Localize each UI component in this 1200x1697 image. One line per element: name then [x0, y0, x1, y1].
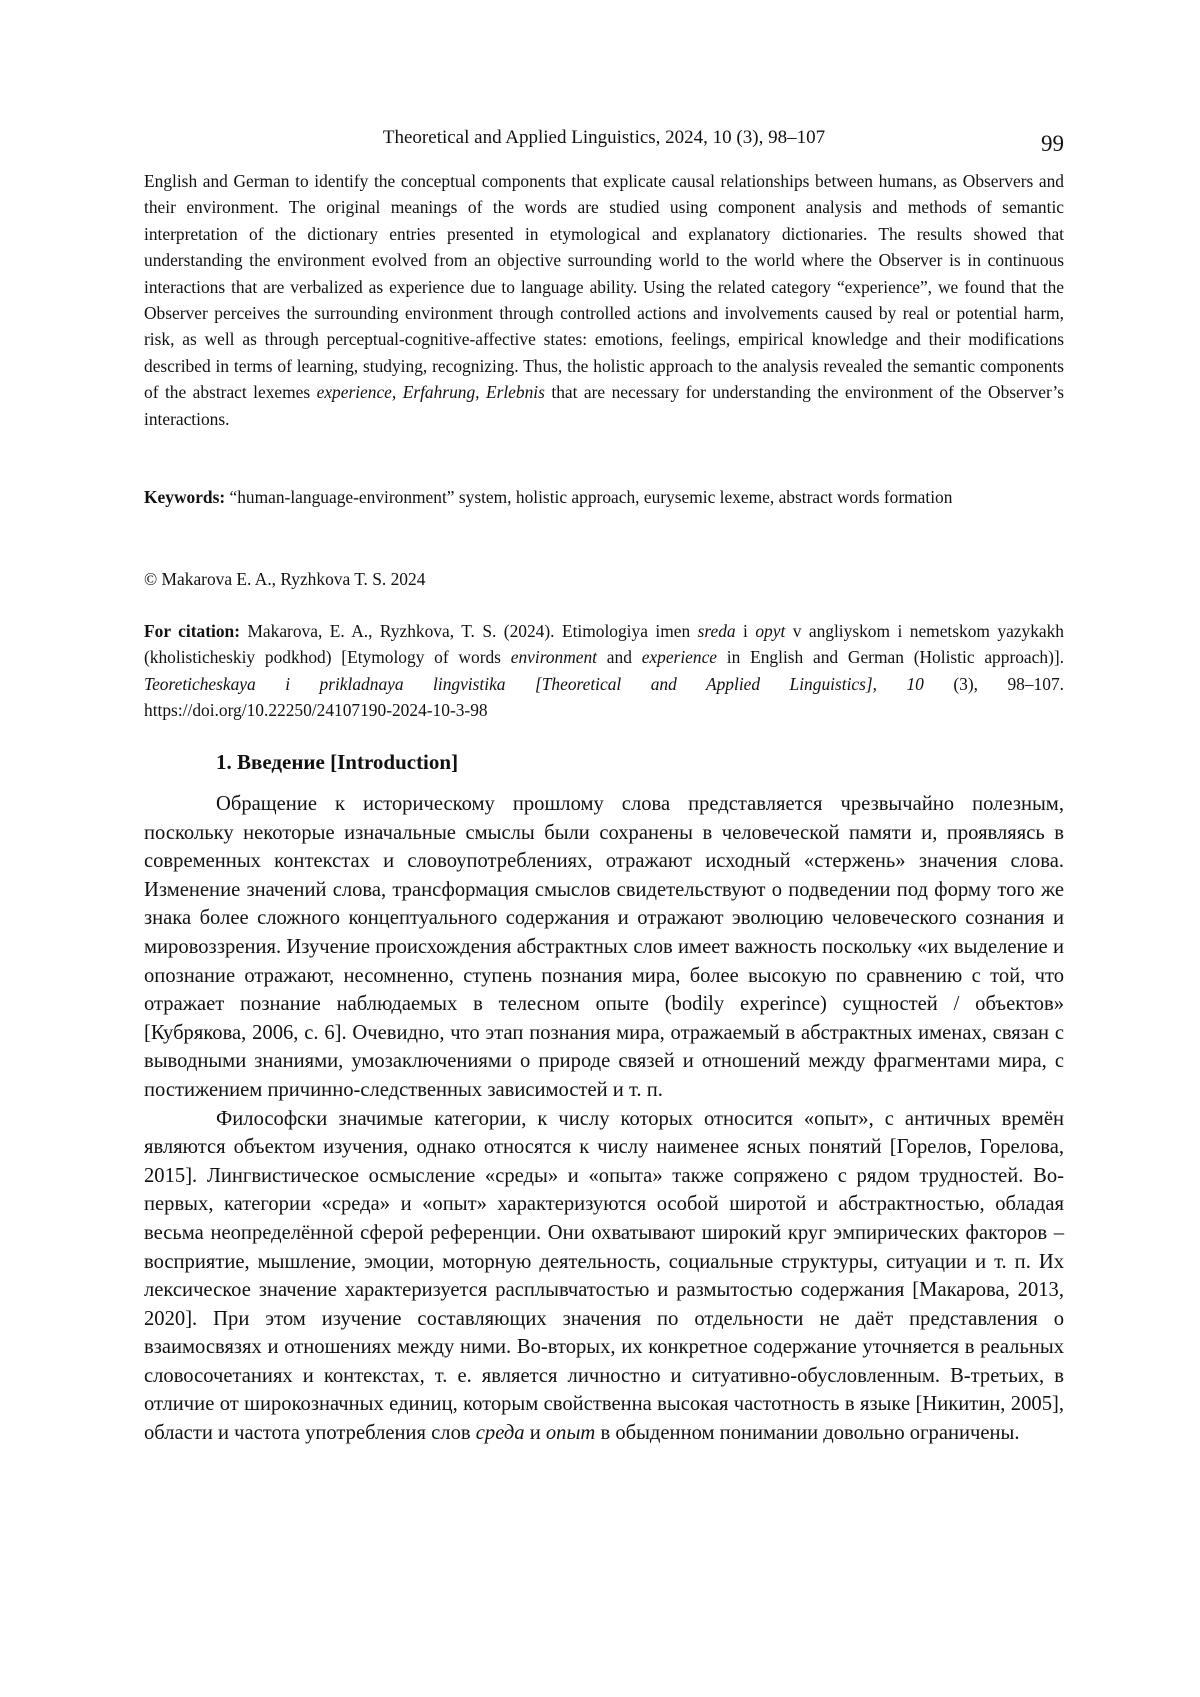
citation-italic-4: experience [641, 647, 718, 668]
citation-text-3: v angliyskom i nemetskom yazykakh (kholisticheskiy podkhod) [Etymology of words [144, 621, 1065, 668]
body-text [144, 790, 1064, 1448]
citation-text-5: in English and German (Holistic approach)]. [717, 647, 1064, 668]
abstract-italic-terms: experience, Erfahrung, Erlebnis [316, 382, 545, 403]
keywords-text: “human-language-environment” system, holistic approach, eurysemic lexeme, abstract words formation [225, 487, 953, 507]
running-header [144, 127, 1064, 161]
body-paragraph-1: Обращение к историческому прошлому слова представляется чрезвычайно полезным, поскольку некоторые изначальные смыслы были сохранены в человеческой памяти и, проявляясь в современных контекстах и словоупотреблениях, отражают исходный «стержень» значения слова. Изменение значений слова, трансформация смыслов свидетельствуют о подведении под форму того же знака более сложного концептуального содержания и отражают эволюцию человеческого сознания и мировоззрения. Изучение происхождения абстрактных слов имеет важность поскольку «их выделение и опознание отражают, несомненно, ступень познания мира, более высокую по сравнению с той, что отражает познание наблюдаемых в телесном опыте (bodily experince) сущностей / объектов» [Кубрякова, 2006, с. 6]. Очевидно, что этап познания мира, отражаемый в абстрактных именах, связан с выводными знаниями, умозаключениями о природе связей и отношений между фрагментами мира, с постижением причинно-следственных зависимостей и т. п. [144, 793, 1064, 1101]
citation-italic-5: Teoreticheskaya i prikladnaya lingvistika [Theoretical and Applied Linguistics], 10 [144, 673, 924, 694]
abstract-part-2: that are necessary for understanding the environment of the Observer’s interactions. [144, 382, 1064, 429]
p2-italic-1: среда [475, 1422, 525, 1445]
citation-italic-2: opyt [755, 621, 786, 641]
keywords [144, 484, 1064, 510]
citation-text-4: and [597, 647, 642, 668]
p2-text-2: и [524, 1422, 546, 1445]
journal-title: Theoretical and Applied Linguistics, 2024, 10 (3), 98–107 [382, 127, 826, 148]
section-title: 1. Введение [Introduction] [216, 750, 459, 774]
abstract-part-1: English and German to identify the conceptual components that explicate causal relationships between humans, as Observers and their environment. The original meanings of the words are studied using component analysis and methods of semantic interpretation of the dictionary entries presented in etymological and explanatory dictionaries. The results showed that understanding the environment evolved from an objective surrounding world to the world where the Observer is in continuous interactions that are verbalized as experience due to language ability. Using the related category “experience”, we found that the Observer perceives the surrounding environment through controlled actions and involvements caused by real or potential harm, risk, as well as through perceptual-cognitive-affective states: emotions, feelings, empirical knowledge and their modifications described in terms of learning, studying, recognizing. Thus, the holistic approach to the analysis revealed the semantic components of the abstract lexemes [144, 171, 1064, 403]
p2-text-1: Философски значимые категории, к числу которых относится «опыт», с античных времён являются объектом изучения, однако относятся к числу наименее ясных понятий [Горелов, Горелова, 2015]. Лингвистическое осмысление «среды» и «опыта» также сопряжено с рядом трудностей. Во-первых, категории «среда» и «опыт» характеризуются особой широтой и абстрактностью, обладая весьма неопределённой сферой референции. Они охватывают широкий круг эмпирических факторов – восприятие, мышление, эмоции, моторную деятельность, социальные структуры, ситуации и т. п. Их лексическое значение характеризуется расплывчатостью и размытостью содержания [Макарова, 2013, 2020]. При этом изучение составляющих значения по отдельности не даёт представления о взаимосвязях и отношениях между ними. Во-вторых, их конкретное содержание уточняется в реальных словосочетаниях и контекстах, т. е. является личностно и ситуативно-обусловленным. В-третьих, в отличие от широкозначных единиц, которым свойственна высокая частотность в языке [Никитин, 2005], области и частота употребления слов [144, 1107, 1064, 1445]
citation-text-2: i [735, 621, 756, 641]
p2-italic-2: опыт [545, 1422, 596, 1445]
copyright: © Makarova E. A., Ryzhkova T. S. 2024 [144, 569, 426, 589]
abstract-text [144, 168, 1064, 432]
keywords-label: Keywords: [144, 487, 226, 507]
citation [144, 618, 1064, 724]
citation-label: For citation: [144, 621, 240, 641]
citation-italic-3: environment [510, 647, 598, 668]
p2-text-3: в обыденном понимании довольно ограничены. [595, 1422, 1020, 1445]
citation-text-6: (3), 98–107. https://doi.org/10.22250/24107190-2024-10-3-98 [144, 673, 1064, 721]
citation-text-1: Makarova, E. A., Ryzhkova, T. S. (2024). Etimologiya imen [240, 621, 698, 641]
citation-italic-1: sreda [697, 621, 736, 641]
page-number: 99 [1041, 131, 1064, 156]
body-paragraph-2 [144, 1105, 1064, 1448]
